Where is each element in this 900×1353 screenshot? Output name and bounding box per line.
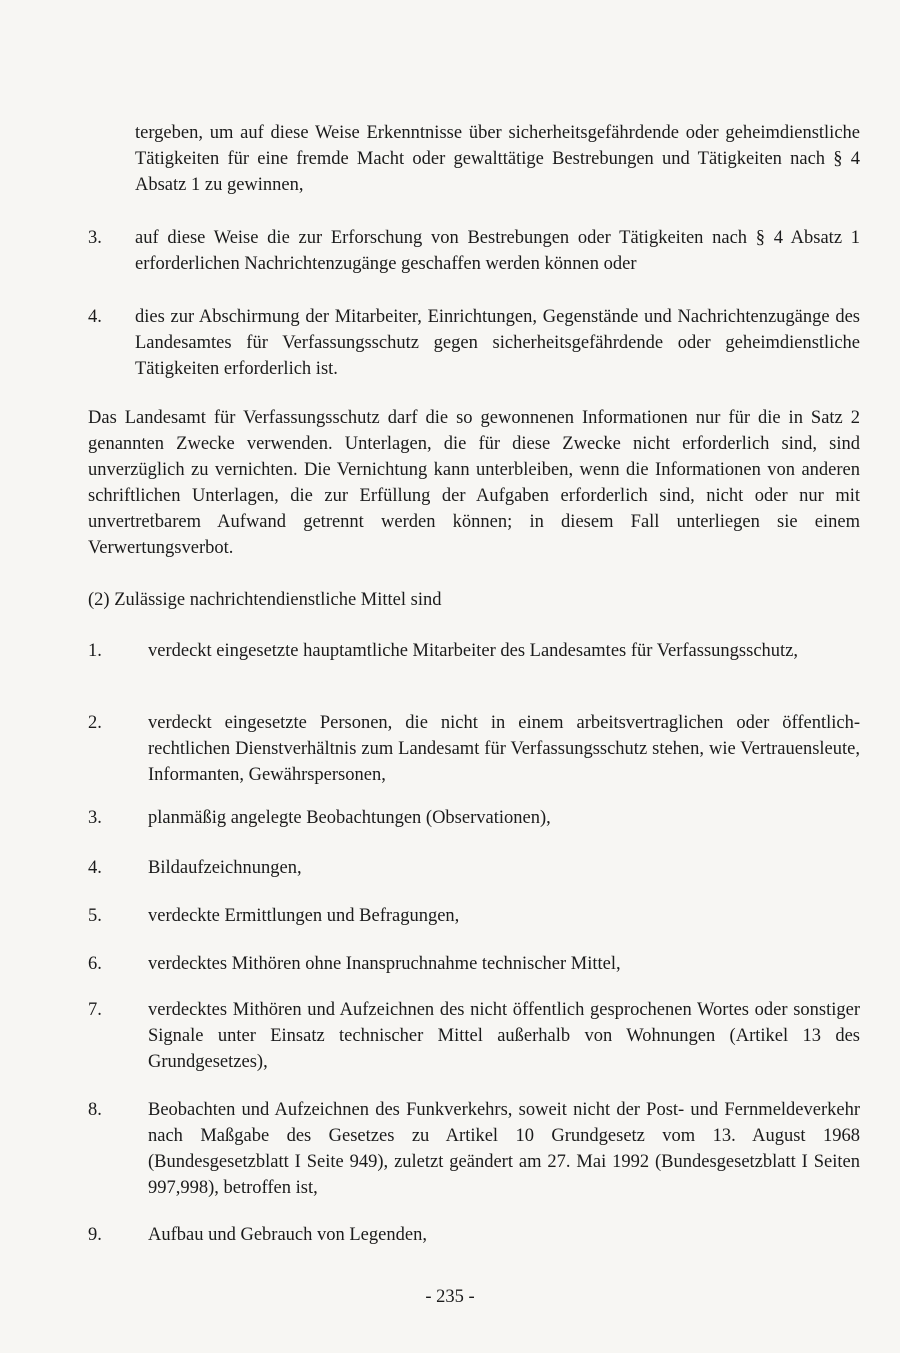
list-number: 3.	[88, 228, 102, 248]
list-number: 1.	[88, 641, 102, 661]
list-number: 9.	[88, 1225, 102, 1245]
list-item-text: verdecktes Mithören und Aufzeichnen des nicht öffentlich gesprochenen Wortes oder sonstiger Signale unter Einsatz technischer Mittel außerhalb von Wohnungen (Artikel 13 des Grundgesetzes),	[148, 1000, 860, 1072]
list-item-text: planmäßig angelegte Beobachtungen (Observationen),	[148, 808, 551, 828]
continuation-text: tergeben, um auf diese Weise Erkenntnisse über sicherheitsgefährdende oder geheimdienstliche Tätigkeiten für eine fremde Macht oder gewalttätige Bestrebungen und Tätigkeiten nach § 4 Absatz 1 zu gewinnen,	[135, 123, 860, 195]
list-number: 3.	[88, 808, 102, 828]
page-number: - 235 -	[425, 1287, 475, 1307]
list-item-text: verdeckte Ermittlungen und Befragungen,	[148, 906, 460, 926]
list-item-text: Aufbau und Gebrauch von Legenden,	[148, 1225, 427, 1245]
list-number: 4.	[88, 307, 102, 327]
body-paragraph: Das Landesamt für Verfassungsschutz darf die so gewonnenen Informationen nur für die in Satz 2 genannten Zwecke verwenden. Unterlagen, die für diese Zwecke nicht erforderlich sind, sind unverzüglich zu vernichten. Die Vernichtung kann unterbleiben, wenn die Informationen von anderen schriftlichen Unterlagen, die zur Erfüllung der Aufgaben erforderlich sind, nicht oder nur mit unvertretbarem Aufwand getrennt werden können; in diesem Fall unterliegen sie einem Verwertungsverbot.	[88, 408, 860, 558]
list-item-text: Bildaufzeichnungen,	[148, 858, 302, 878]
list-number: 6.	[88, 954, 102, 974]
list-number: 5.	[88, 906, 102, 926]
list-number: 8.	[88, 1100, 102, 1120]
list-item-text: dies zur Abschirmung der Mitarbeiter, Einrichtungen, Gegenstände und Nachrichtenzugänge des Landesamtes für Verfassungsschutz gegen sicherheitsgefährdende oder geheimdienstliche Tätigkeiten erforderlich ist.	[135, 307, 860, 379]
list-item-text: verdecktes Mithören ohne Inanspruchnahme technischer Mittel,	[148, 954, 621, 974]
list-item-text: verdeckt eingesetzte hauptamtliche Mitarbeiter des Landesamtes für Verfassungsschutz,	[148, 641, 799, 661]
list-number: 2.	[88, 713, 102, 733]
list-item-text: Beobachten und Aufzeichnen des Funkverkehrs, soweit nicht der Post- und Fernmeldeverkehr nach Maßgabe des Gesetzes zu Artikel 10 Grundgesetz vom 13. August 1968 (Bundesgesetzblatt I Seite 949), zuletzt geändert am 27. Mai 1992 (Bundesgesetzblatt I Seiten 997,998), betroffen ist,	[148, 1100, 860, 1198]
list-item-text: verdeckt eingesetzte Personen, die nicht in einem arbeitsvertraglichen oder öffentlich-rechtlichen Dienstverhältnis zum Landesamt für Verfassungsschutz stehen, wie Vertrauensleute, Informanten, Gewährspersonen,	[148, 713, 860, 785]
section-heading: (2) Zulässige nachrichtendienstliche Mittel sind	[88, 590, 442, 610]
list-number: 7.	[88, 1000, 102, 1020]
list-number: 4.	[88, 858, 102, 878]
list-item-text: auf diese Weise die zur Erforschung von Bestrebungen oder Tätigkeiten nach § 4 Absatz 1 erforderlichen Nachrichtenzugänge geschaffen werden können oder	[135, 228, 860, 274]
